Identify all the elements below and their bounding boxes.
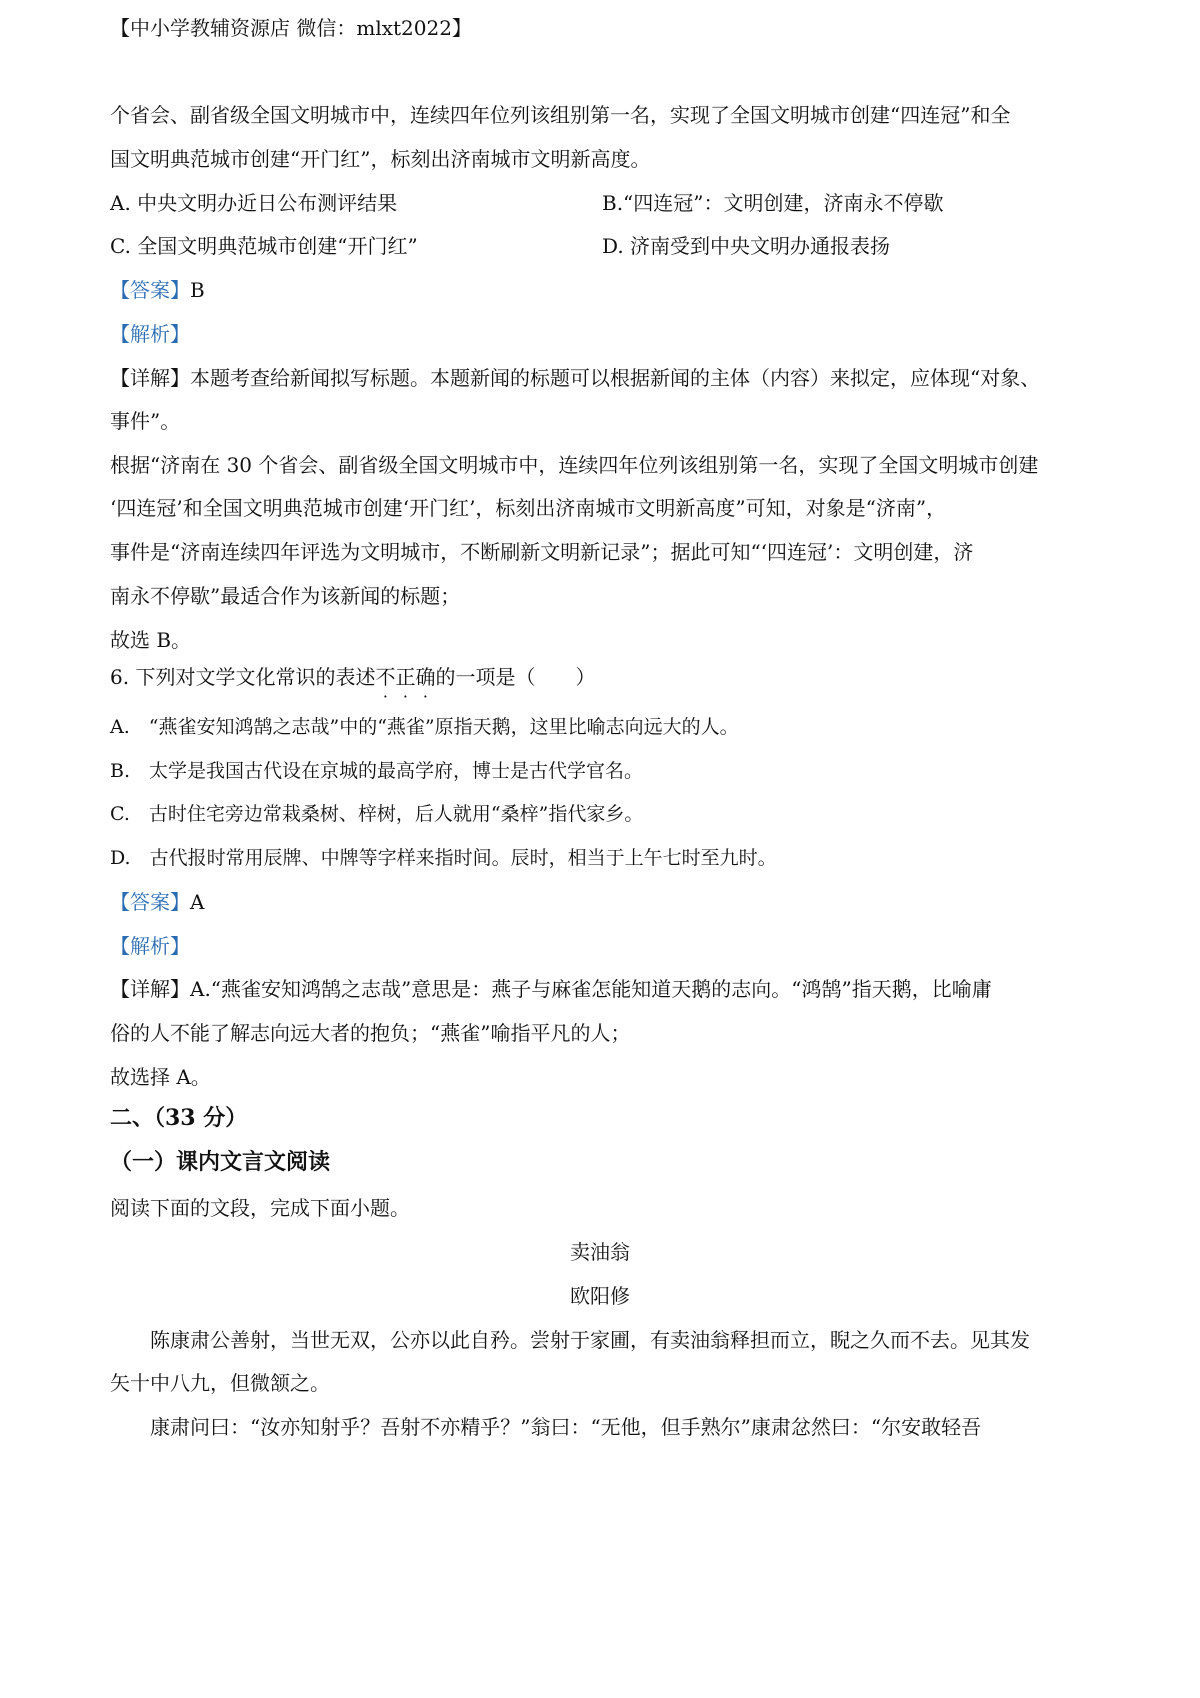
answer-label: 【答案】: [110, 278, 190, 302]
q5-detail-line6: 南永不停歇”最适合作为该新闻的标题；: [110, 584, 461, 608]
passage-para2-line1: 康肃问曰：“汝亦知射乎？吾射不亦精乎？”翁曰：“无他，但手熟尔”康肃忿然曰：“尔安敢轻吾: [150, 1415, 982, 1439]
detail-label: 【详解】: [110, 977, 190, 1001]
emphasis-char-3: 确: [415, 665, 436, 689]
q6-detail-line2: 俗的人不能了解志向远大者的抱负；“燕雀”喻指平凡的人；: [110, 1021, 631, 1045]
q5-option-b: B.“四连冠”：文明创建，济南永不停歇: [602, 191, 944, 215]
q6-option-b: B. 太学是我国古代设在京城的最高学府，博士是古代学官名。: [110, 760, 644, 782]
emphasis-char-1: 不: [375, 665, 396, 689]
section-subheading: （一）课内文言文阅读: [110, 1149, 331, 1175]
q5-analysis-label: 【解析】: [110, 322, 190, 346]
q5-detail-line1: [110, 364, 1040, 392]
section-heading: 二、（33 分）: [110, 1105, 248, 1131]
answer-value: B: [190, 278, 205, 302]
q6-stem-post: 的一项是（ ）: [435, 665, 596, 689]
detail-label: 【详解】: [110, 366, 190, 390]
passage-author: 欧阳修: [570, 1284, 630, 1308]
q6-option-a: A. “燕雀安知鸿鹄之志哉”中的“燕雀”原指天鹅，这里比喻志向远大的人。: [110, 716, 739, 738]
q6-detail-line1: [110, 975, 992, 1003]
q6-option-d: D. 古代报时常用辰牌、中牌等字样来指时间。辰时，相当于上午七时至九时。: [110, 847, 777, 869]
q6-option-c: C. 古时住宅旁边常栽桑树、梓树，后人就用“桑梓”指代家乡。: [110, 803, 644, 825]
q5-text-line1: 个省会、副省级全国文明城市中，连续四年位列该组别第一名，实现了全国文明城市创建“四连冠”和全: [110, 103, 1011, 127]
passage-para1-line1: 陈康肃公善射，当世无双，公亦以此自矜。尝射于家圃，有卖油翁释担而立，睨之久而不去。见其发: [150, 1328, 1030, 1352]
q6-analysis-label: 【解析】: [110, 934, 190, 958]
detail-text: A.“燕雀安知鸿鹄之志哉”意思是：燕子与麻雀怎能知道天鹅的志向。“鸿鹄”指天鹅，比喻庸: [190, 977, 992, 1001]
passage-title: 卖油翁: [570, 1240, 630, 1264]
q5-option-d: D. 济南受到中央文明办通报表扬: [602, 234, 891, 258]
q5-answer-line: [110, 276, 205, 304]
answer-value: A: [190, 890, 205, 914]
header-tag: 【中小学教辅资源店 微信：mlxt2022】: [110, 16, 472, 40]
reading-instruction: 阅读下面的文段，完成下面小题。: [110, 1196, 410, 1220]
q5-conclusion: 故选 B。: [110, 628, 192, 652]
q5-detail-line2: 事件”。: [110, 409, 181, 433]
q6-stem-pre: 6. 下列对文学文化常识的表述: [110, 665, 376, 689]
q5-option-a: A. 中央文明办近日公布测评结果: [110, 191, 398, 215]
q5-text-line2: 国文明典范城市创建“开门红”，标刻出济南城市文明新高度。: [110, 147, 651, 171]
q5-detail-line5: 事件是“济南连续四年评选为文明城市，不断刷新文明新记录”；据此可知“‘四连冠’：文明创建，济: [110, 540, 974, 564]
answer-label: 【答案】: [110, 890, 190, 914]
passage-para1-line2: 矢十中八九，但微颔之。: [110, 1371, 330, 1395]
q6-answer-line: [110, 888, 204, 916]
q6-conclusion: 故选择 A。: [110, 1065, 211, 1089]
q5-option-c: C. 全国文明典范城市创建“开门红”: [110, 234, 418, 258]
q5-detail-line3: 根据“济南在 30 个省会、副省级全国文明城市中，连续四年位列该组别第一名，实现了全国文明城市创建: [110, 453, 1039, 477]
q6-stem: [110, 663, 595, 691]
detail-text: 本题考查给新闻拟写标题。本题新闻的标题可以根据新闻的主体（内容）来拟定，应体现“对象、: [190, 366, 1041, 390]
q5-detail-line4: ‘四连冠’和全国文明典范城市创建‘开门红’，标刻出济南城市文明新高度”可知，对象是“济南”，: [110, 496, 947, 520]
emphasis-char-2: 正: [395, 665, 416, 689]
